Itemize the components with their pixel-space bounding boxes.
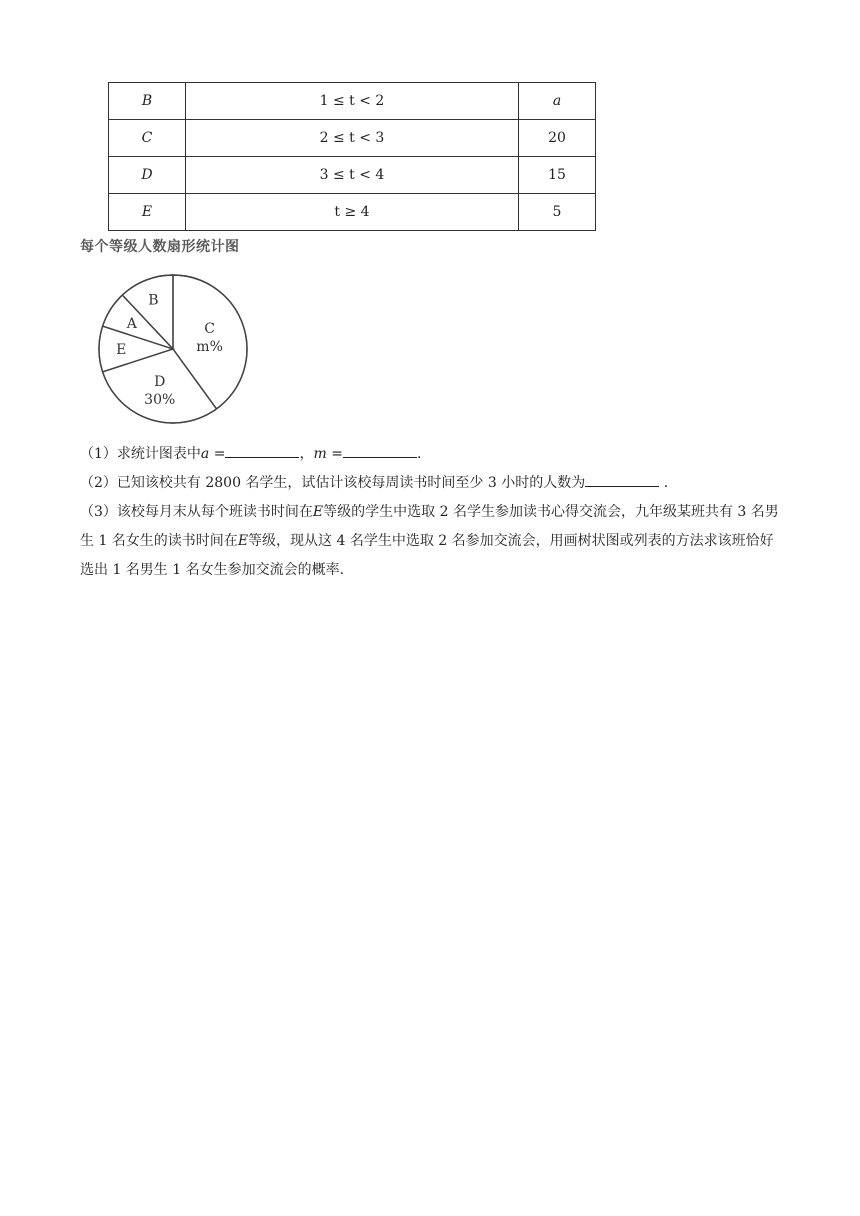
pie-value-d: 30% xyxy=(144,391,176,408)
level-cell: B xyxy=(109,83,186,120)
grade-table xyxy=(108,82,596,231)
question-1: （1）求统计图表中a = ，m = . xyxy=(80,440,780,469)
table-row xyxy=(109,157,596,194)
pie-value-c: m% xyxy=(196,339,223,356)
time-range-cell: 2 ≤ t < 3 xyxy=(186,120,519,157)
time-range-cell: 3 ≤ t < 4 xyxy=(186,157,519,194)
pie-chart xyxy=(90,270,260,430)
count-cell: 15 xyxy=(519,157,596,194)
time-range-cell: t ≥ 4 xyxy=(186,194,519,231)
time-range-cell: 1 ≤ t < 2 xyxy=(186,83,519,120)
count-cell: a xyxy=(519,83,596,120)
pie-label-e: E xyxy=(116,342,127,358)
level-cell: E xyxy=(109,194,186,231)
answer-blank-a xyxy=(225,441,299,458)
pie-label-b: B xyxy=(148,292,159,309)
question-3: （3）该校每月末从每个班读书时间在E等级的学生中选取 2 名学生参加读书心得交流会，九年级某班共有 3 名男生 1 名女生的读书时间在E等级，现从这 4 名学生中选取 2 名参加交流会，用画树状图或列表的方法求该班恰好选出 1 名男生 1 名女生参加交流会的概率. xyxy=(80,504,779,578)
answer-blank-m xyxy=(343,441,417,458)
count-cell: 5 xyxy=(519,194,596,231)
question-2: （2）已知该校共有 2800 名学生，试估计该校每周读书时间至少 3 小时的人数为 . xyxy=(80,469,780,498)
question-list xyxy=(80,440,780,585)
chart-title: 每个等级人数扇形统计图 xyxy=(80,239,240,255)
pie-label-c: C xyxy=(204,321,215,338)
count-cell: 20 xyxy=(519,120,596,157)
table-row xyxy=(109,194,596,231)
table-row xyxy=(109,83,596,120)
table-row xyxy=(109,120,596,157)
pie-label-a: A xyxy=(126,315,137,332)
answer-blank-count xyxy=(585,470,659,487)
level-cell: D xyxy=(109,157,186,194)
pie-label-d: D xyxy=(154,373,166,390)
level-cell: C xyxy=(109,120,186,157)
